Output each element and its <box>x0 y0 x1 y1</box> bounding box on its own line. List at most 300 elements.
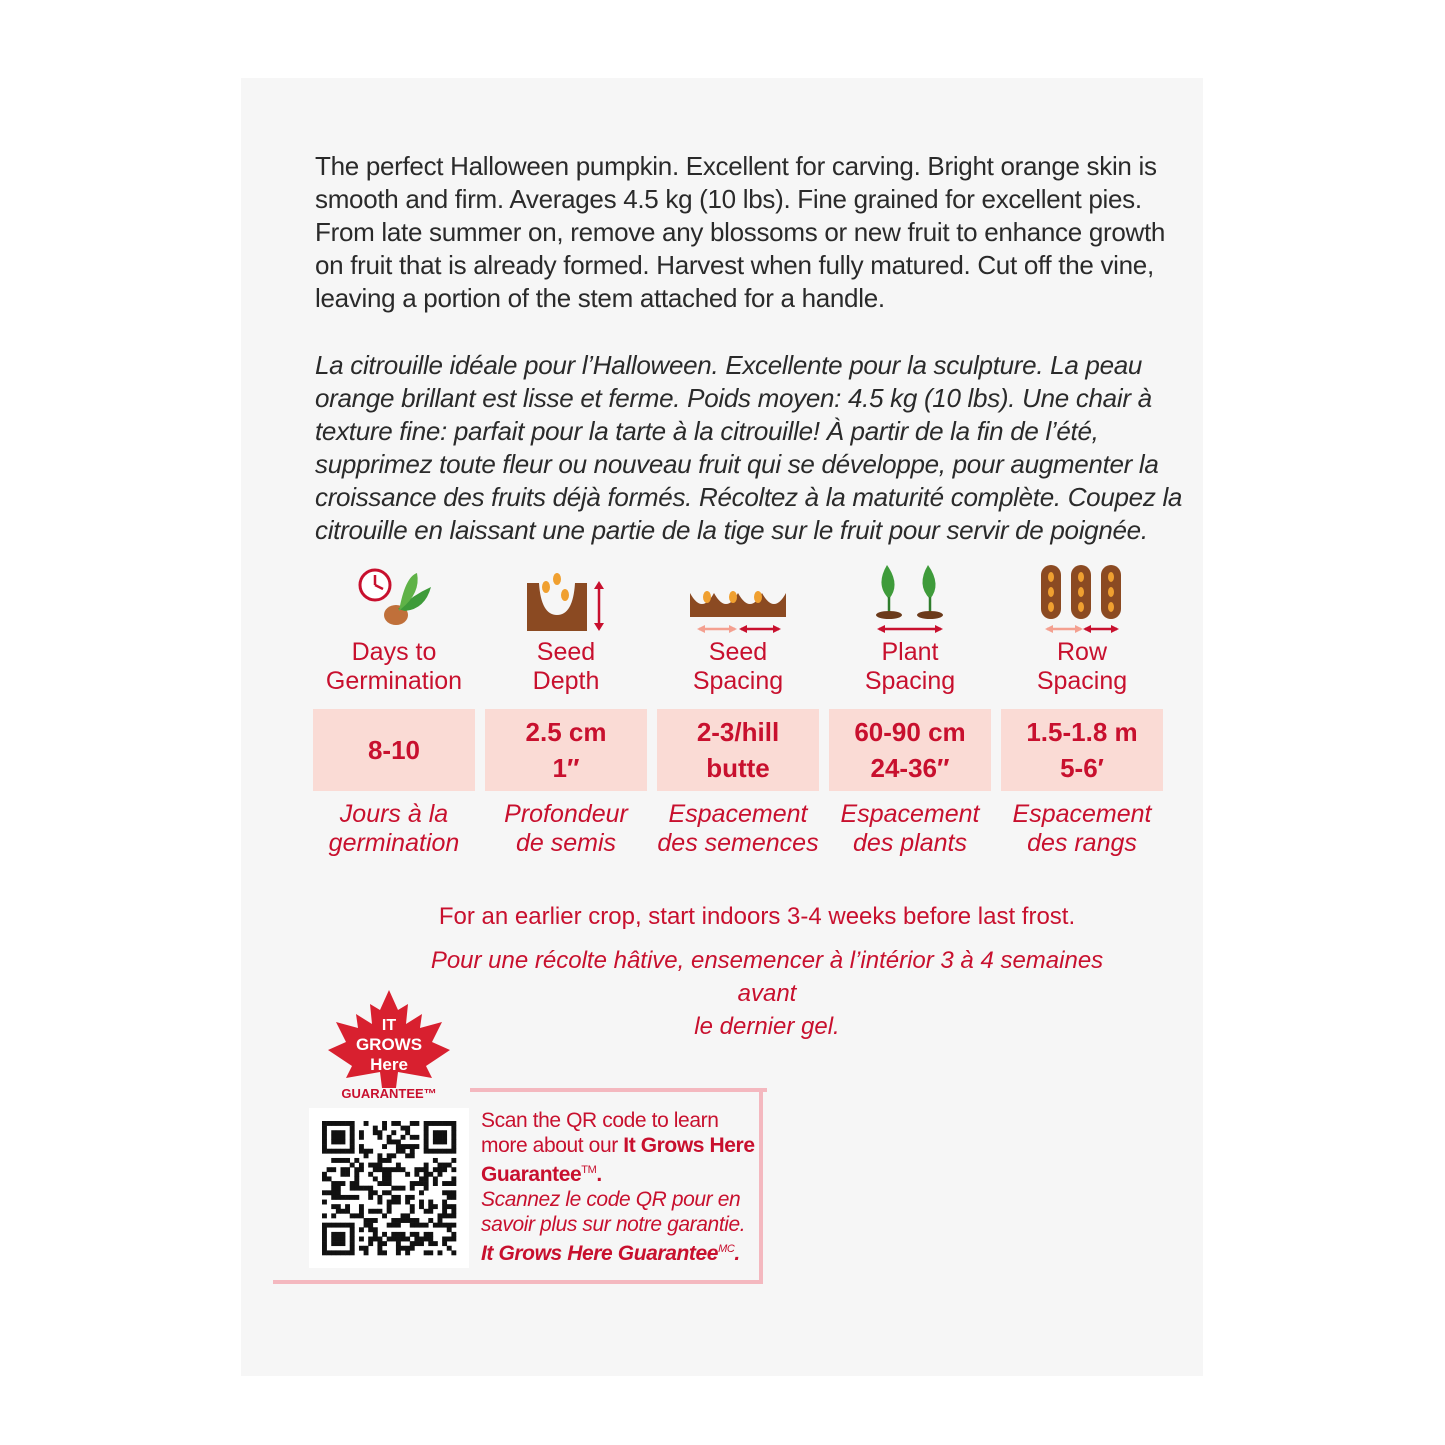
qr-module <box>391 1167 396 1172</box>
qr-module <box>387 1181 392 1186</box>
qr-module <box>438 1135 443 1140</box>
qr-module <box>428 1204 433 1209</box>
qr-module <box>428 1209 433 1214</box>
qr-module <box>350 1121 355 1126</box>
qr-section-frame-top <box>470 1088 767 1092</box>
qr-module <box>391 1121 396 1126</box>
qr-module <box>401 1149 406 1154</box>
qr-module <box>382 1241 387 1246</box>
qr-module <box>405 1213 410 1218</box>
qr-module <box>428 1200 433 1205</box>
qr-module <box>447 1246 452 1251</box>
qr-module <box>438 1139 443 1144</box>
qr-module <box>359 1130 364 1135</box>
qr-module <box>396 1237 401 1242</box>
seed-depth-icon <box>485 565 647 637</box>
qr-module <box>414 1223 419 1228</box>
qr-module <box>396 1186 401 1191</box>
qr-module <box>359 1163 364 1168</box>
qr-module <box>428 1149 433 1154</box>
indoor-start-note-english: For an earlier crop, start indoors 3-4 weeks before last frost. <box>438 903 1076 930</box>
qr-module <box>336 1130 341 1135</box>
qr-module <box>340 1209 345 1214</box>
qr-module <box>322 1135 327 1140</box>
qr-module <box>350 1135 355 1140</box>
description-english: The perfect Halloween pumpkin. Excellent for carving. Bright orange skin is smooth and firm. Averages 4.5 kg (10 lbs). Fine grained for excellent pies. From late summer on, remove any blossoms or new fruit to enhance growth on fruit that is already formed. Harvest when fully matured. Cut off the vine, leaving a portion of the stem attached for a handle. <box>315 151 1166 313</box>
qr-module <box>391 1153 396 1158</box>
qr-module <box>368 1218 373 1223</box>
qr-module <box>396 1223 401 1228</box>
qr-module <box>336 1232 341 1237</box>
qr-module <box>331 1149 336 1154</box>
qr-code-container <box>309 1108 469 1268</box>
qr-module <box>401 1237 406 1242</box>
qr-module <box>368 1163 373 1168</box>
qr-module <box>401 1144 406 1149</box>
qr-module <box>331 1250 336 1255</box>
qr-module <box>424 1135 429 1140</box>
qr-module <box>419 1190 424 1195</box>
qr-module <box>424 1126 429 1131</box>
qr-module <box>447 1195 452 1200</box>
qr-module <box>350 1130 355 1135</box>
qr-module <box>424 1232 429 1237</box>
label-seed-spacing: Seed Spacing <box>692 638 784 695</box>
qr-module <box>359 1227 364 1232</box>
qr-module <box>424 1167 429 1172</box>
qr-module <box>359 1246 364 1251</box>
qr-module <box>405 1153 410 1158</box>
value-row-spacing: 1.5-1.8 m 5-6′ <box>1001 709 1163 791</box>
qr-module <box>354 1213 359 1218</box>
qr-module <box>336 1204 341 1209</box>
qr-module <box>336 1135 341 1140</box>
qr-module <box>336 1149 341 1154</box>
qr-module <box>447 1121 452 1126</box>
qr-module <box>327 1167 332 1172</box>
qr-module <box>377 1167 382 1172</box>
qr-module <box>424 1149 429 1154</box>
qr-module <box>410 1181 415 1186</box>
qr-module <box>410 1223 415 1228</box>
qr-module <box>354 1181 359 1186</box>
qr-module <box>331 1213 336 1218</box>
qr-module <box>410 1246 415 1251</box>
value-days-to-germination: 8-10 <box>313 709 475 791</box>
qr-module <box>438 1223 443 1228</box>
qr-module <box>414 1172 419 1177</box>
qr-module <box>401 1186 406 1191</box>
qr-module <box>350 1149 355 1154</box>
qr-module <box>451 1190 456 1195</box>
qr-module <box>428 1250 433 1255</box>
qr-module <box>368 1186 373 1191</box>
label-seed-depth: Seed Depth <box>532 638 600 695</box>
qr-module <box>377 1209 382 1214</box>
qr-module <box>345 1204 350 1209</box>
qr-module <box>396 1139 401 1144</box>
qr-module <box>410 1209 415 1214</box>
qr-module <box>424 1250 429 1255</box>
qr-module <box>396 1167 401 1172</box>
qr-module <box>364 1218 369 1223</box>
qr-module <box>373 1218 378 1223</box>
qr-module <box>387 1172 392 1177</box>
qr-module <box>442 1167 447 1172</box>
qr-module <box>322 1121 327 1126</box>
qr-module <box>377 1158 382 1163</box>
qr-module <box>377 1130 382 1135</box>
qr-module <box>442 1213 447 1218</box>
qr-module <box>373 1126 378 1131</box>
qr-module <box>419 1200 424 1205</box>
qr-module <box>396 1241 401 1246</box>
qr-module <box>359 1237 364 1242</box>
qr-module <box>382 1250 387 1255</box>
qr-module <box>359 1167 364 1172</box>
qr-module <box>373 1237 378 1242</box>
qr-module <box>433 1204 438 1209</box>
qr-module <box>451 1130 456 1135</box>
qr-module <box>410 1149 415 1154</box>
qr-module <box>359 1204 364 1209</box>
qr-module <box>373 1227 378 1232</box>
qr-module <box>451 1144 456 1149</box>
qr-module <box>382 1232 387 1237</box>
qr-module <box>424 1144 429 1149</box>
qr-module <box>438 1149 443 1154</box>
qr-module <box>391 1232 396 1237</box>
qr-module <box>424 1130 429 1135</box>
qr-module <box>345 1195 350 1200</box>
qr-module <box>405 1250 410 1255</box>
qr-module <box>419 1241 424 1246</box>
qr-module <box>419 1237 424 1242</box>
qr-module <box>322 1172 327 1177</box>
qr-module <box>405 1172 410 1177</box>
qr-module <box>340 1241 345 1246</box>
qr-module <box>396 1232 401 1237</box>
qr-module <box>433 1139 438 1144</box>
qr-module <box>438 1130 443 1135</box>
qr-module <box>428 1172 433 1177</box>
qr-module <box>336 1209 341 1214</box>
qr-module <box>391 1237 396 1242</box>
qr-module <box>354 1167 359 1172</box>
qr-module <box>373 1167 378 1172</box>
qr-module <box>327 1250 332 1255</box>
qr-module <box>451 1167 456 1172</box>
qr-module <box>391 1223 396 1228</box>
qr-module <box>447 1237 452 1242</box>
qr-module <box>354 1186 359 1191</box>
qr-module <box>433 1121 438 1126</box>
qr-module <box>424 1121 429 1126</box>
qr-module <box>382 1167 387 1172</box>
qr-module <box>322 1250 327 1255</box>
qr-module <box>345 1223 350 1228</box>
qr-module <box>451 1209 456 1214</box>
qr-module <box>350 1241 355 1246</box>
qr-module <box>410 1135 415 1140</box>
qr-module <box>438 1172 443 1177</box>
qr-module <box>410 1241 415 1246</box>
badge-line-grows: GROWS <box>355 1035 423 1054</box>
qr-module <box>451 1250 456 1255</box>
qr-module <box>340 1181 345 1186</box>
qr-module <box>414 1237 419 1242</box>
qr-module <box>336 1190 341 1195</box>
qr-module <box>336 1139 341 1144</box>
qr-module <box>350 1250 355 1255</box>
qr-module <box>396 1195 401 1200</box>
qr-module <box>387 1139 392 1144</box>
qr-module <box>350 1213 355 1218</box>
qr-module <box>340 1130 345 1135</box>
qr-module <box>451 1135 456 1140</box>
qr-module <box>401 1126 406 1131</box>
qr-module <box>345 1158 350 1163</box>
qr-module <box>359 1213 364 1218</box>
label-espacement-semences: Espacement des semences <box>657 800 819 857</box>
qr-module <box>391 1139 396 1144</box>
qr-module <box>405 1195 410 1200</box>
qr-module <box>350 1139 355 1144</box>
qr-module <box>340 1223 345 1228</box>
qr-module <box>331 1167 336 1172</box>
qr-module <box>405 1246 410 1251</box>
qr-module <box>345 1250 350 1255</box>
qr-module <box>451 1158 456 1163</box>
qr-module <box>322 1176 327 1181</box>
qr-module <box>387 1190 392 1195</box>
qr-module <box>354 1176 359 1181</box>
qr-module <box>401 1246 406 1251</box>
qr-module <box>377 1246 382 1251</box>
qr-module <box>442 1237 447 1242</box>
qr-module <box>428 1237 433 1242</box>
qr-module <box>382 1176 387 1181</box>
qr-module <box>331 1130 336 1135</box>
qr-module <box>382 1190 387 1195</box>
qr-module <box>410 1186 415 1191</box>
qr-module <box>322 1190 327 1195</box>
qr-module <box>345 1167 350 1172</box>
qr-module <box>368 1209 373 1214</box>
qr-module <box>405 1130 410 1135</box>
qr-module <box>322 1149 327 1154</box>
qr-module <box>340 1250 345 1255</box>
description-french: La citrouille idéale pour l’Halloween. Excellente pour la sculpture. La peau orange brillant est lisse et ferme. Poids moyen: 4.5 kg (10 lbs). Une chair à texture fine: parfait pour la tarte à la citrouille! À partir de la fin de l’été, supprimez toute fleur ou nouveau fruit qui se développe, pour augmenter la croissance des fruits déjà formés. Récoltez à la maturité complète. Coupez la citrouille en laissant une partie de la tige sur le fruit pour servir de poignée. <box>315 350 1183 545</box>
qr-module <box>345 1121 350 1126</box>
qr-module <box>419 1167 424 1172</box>
qr-module <box>354 1195 359 1200</box>
qr-module <box>368 1190 373 1195</box>
qr-module <box>424 1237 429 1242</box>
qr-module <box>387 1135 392 1140</box>
qr-module <box>340 1167 345 1172</box>
qr-module <box>414 1121 419 1126</box>
qr-module <box>410 1121 415 1126</box>
qr-module <box>414 1144 419 1149</box>
qr-module <box>331 1223 336 1228</box>
qr-module <box>396 1200 401 1205</box>
label-plant-spacing: Plant Spacing <box>864 638 956 695</box>
qr-module <box>447 1223 452 1228</box>
qr-module <box>377 1195 382 1200</box>
qr-module <box>345 1149 350 1154</box>
qr-module <box>401 1213 406 1218</box>
qr-module <box>336 1241 341 1246</box>
qr-module <box>405 1237 410 1242</box>
qr-module <box>350 1126 355 1131</box>
qr-module <box>401 1135 406 1140</box>
qr-module <box>428 1241 433 1246</box>
qr-module <box>396 1163 401 1168</box>
qr-module <box>401 1218 406 1223</box>
qr-module <box>377 1135 382 1140</box>
qr-module <box>410 1153 415 1158</box>
qr-module <box>447 1227 452 1232</box>
qr-module <box>340 1172 345 1177</box>
qr-module <box>359 1209 364 1214</box>
qr-module <box>451 1232 456 1237</box>
qr-module <box>396 1144 401 1149</box>
qr-module <box>391 1195 396 1200</box>
qr-module <box>368 1227 373 1232</box>
qr-module <box>438 1121 443 1126</box>
qr-module <box>447 1149 452 1154</box>
qr-module <box>350 1237 355 1242</box>
qr-module <box>368 1149 373 1154</box>
qr-module <box>377 1200 382 1205</box>
qr-guarantee-text <box>481 1108 756 1266</box>
qr-module <box>428 1121 433 1126</box>
qr-module <box>368 1172 373 1177</box>
qr-module <box>364 1246 369 1251</box>
qr-module <box>433 1176 438 1181</box>
badge-line-here: Here <box>370 1055 408 1074</box>
value-plant-spacing: 60-90 cm 24-36″ <box>829 709 991 791</box>
row-spacing-icon <box>1001 565 1163 637</box>
qr-module <box>350 1163 355 1168</box>
qr-module <box>391 1200 396 1205</box>
qr-module <box>438 1167 443 1172</box>
qr-module <box>387 1209 392 1214</box>
qr-module <box>428 1218 433 1223</box>
label-espacement-rangs: Espacement des rangs <box>1012 800 1152 857</box>
qr-module <box>340 1149 345 1154</box>
qr-module <box>331 1237 336 1242</box>
qr-module <box>419 1181 424 1186</box>
qr-code-icon[interactable] <box>309 1108 469 1268</box>
qr-module <box>359 1186 364 1191</box>
qr-module <box>387 1200 392 1205</box>
qr-module <box>331 1241 336 1246</box>
qr-module <box>405 1218 410 1223</box>
seed-spacing-icon <box>657 565 819 637</box>
qr-module <box>350 1144 355 1149</box>
qr-text-english: Scan the QR code to learn more about our It Grows Here Guarantee™. <box>481 1109 755 1186</box>
qr-module <box>433 1223 438 1228</box>
qr-module <box>359 1144 364 1149</box>
qr-module <box>377 1163 382 1168</box>
qr-module <box>327 1121 332 1126</box>
qr-module <box>322 1241 327 1246</box>
qr-module <box>424 1176 429 1181</box>
qr-module <box>451 1126 456 1131</box>
qr-module <box>377 1181 382 1186</box>
qr-module <box>364 1250 369 1255</box>
qr-module <box>401 1167 406 1172</box>
qr-module <box>322 1130 327 1135</box>
qr-module <box>428 1232 433 1237</box>
qr-module <box>331 1190 336 1195</box>
qr-module <box>433 1167 438 1172</box>
qr-module <box>364 1223 369 1228</box>
qr-module <box>451 1149 456 1154</box>
qr-module <box>322 1200 327 1205</box>
qr-module <box>336 1181 341 1186</box>
qr-module <box>433 1181 438 1186</box>
qr-module <box>350 1232 355 1237</box>
qr-module <box>368 1223 373 1228</box>
qr-module <box>382 1158 387 1163</box>
clock-sprout-icon <box>313 565 475 637</box>
qr-module <box>433 1130 438 1135</box>
qr-module <box>451 1204 456 1209</box>
qr-module <box>451 1237 456 1242</box>
qr-module <box>336 1186 341 1191</box>
qr-module <box>438 1218 443 1223</box>
qr-module <box>331 1135 336 1140</box>
qr-module <box>442 1121 447 1126</box>
qr-module <box>336 1223 341 1228</box>
qr-module <box>405 1126 410 1131</box>
qr-module <box>359 1149 364 1154</box>
qr-module <box>322 1144 327 1149</box>
qr-module <box>327 1176 332 1181</box>
qr-module <box>442 1190 447 1195</box>
qr-module <box>322 1139 327 1144</box>
qr-module <box>451 1223 456 1228</box>
maple-leaf-badge-icon <box>322 988 456 1104</box>
qr-module <box>451 1176 456 1181</box>
label-jours-germination: Jours à la germination <box>328 800 460 857</box>
qr-module <box>336 1237 341 1242</box>
qr-module <box>414 1167 419 1172</box>
badge-line-guarantee: GUARANTEE™ <box>341 1086 437 1101</box>
qr-module <box>442 1204 447 1209</box>
qr-module <box>322 1246 327 1251</box>
qr-module <box>401 1232 406 1237</box>
qr-module <box>387 1204 392 1209</box>
qr-module <box>447 1213 452 1218</box>
qr-module <box>387 1153 392 1158</box>
qr-module <box>377 1250 382 1255</box>
qr-module <box>327 1149 332 1154</box>
qr-module <box>350 1181 355 1186</box>
qr-module <box>387 1176 392 1181</box>
qr-module <box>451 1195 456 1200</box>
qr-module <box>424 1223 429 1228</box>
value-seed-spacing: 2-3/hill butte <box>657 709 819 791</box>
qr-module <box>438 1163 443 1168</box>
qr-module <box>433 1158 438 1163</box>
qr-module <box>438 1213 443 1218</box>
qr-module <box>442 1241 447 1246</box>
qr-module <box>391 1218 396 1223</box>
